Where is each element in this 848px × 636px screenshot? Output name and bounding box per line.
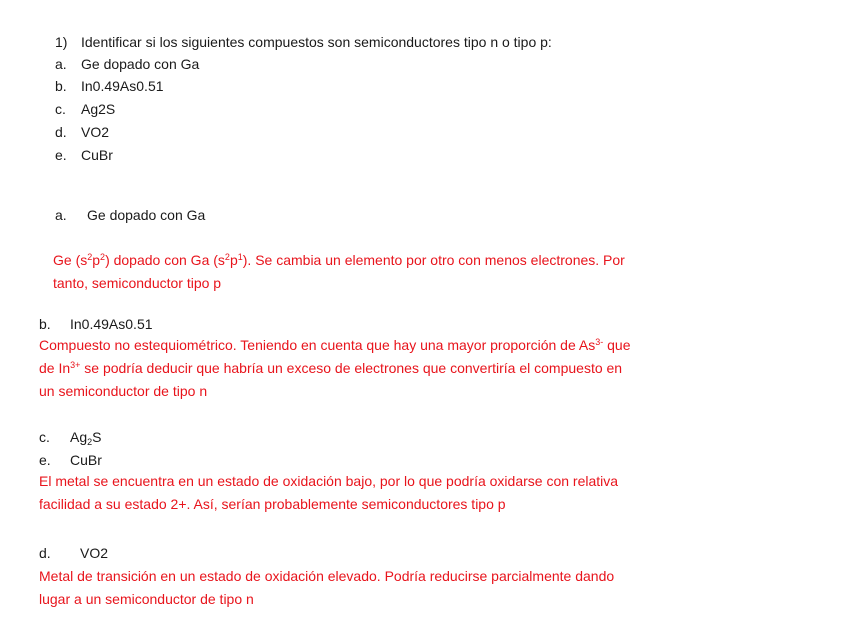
list-item	[55, 99, 115, 119]
answer-a-line-1	[53, 250, 625, 270]
list-item-text: Ag2S	[81, 101, 116, 117]
answer-marker: e.	[39, 452, 51, 468]
list-item	[55, 54, 199, 74]
text-run: p	[92, 252, 101, 268]
answer-heading-text: VO2	[80, 545, 109, 561]
answer-a-line-2: tanto, semiconductor tipo p	[53, 275, 222, 291]
answer-a-heading	[55, 205, 205, 225]
answer-marker: c.	[39, 429, 50, 445]
question-title	[55, 32, 552, 52]
list-item	[55, 76, 164, 96]
superscript: 2	[100, 252, 106, 262]
text-run: de In	[39, 360, 71, 376]
text-run: Ge (s	[53, 252, 88, 268]
list-marker: b.	[55, 78, 67, 94]
superscript: 2	[224, 252, 230, 262]
list-item-text: In0.49As0.51	[81, 78, 164, 94]
answer-c-heading	[39, 427, 101, 447]
list-item-text: VO2	[81, 124, 110, 140]
text-run: ). Se cambia un elemento por otro con menos electrones. Por	[242, 252, 625, 268]
list-marker: c.	[55, 101, 66, 117]
superscript: 3+	[70, 360, 81, 370]
text-run: p	[229, 252, 238, 268]
text-run: ) dopado con Ga (s	[105, 252, 225, 268]
text-run: que	[603, 337, 631, 353]
answer-b-line-3: un semiconductor de tipo n	[39, 383, 208, 399]
subscript: 2	[87, 437, 93, 447]
answer-d-line-2: lugar a un semiconductor de tipo n	[39, 591, 254, 607]
text-run: se podría deducir que habría un exceso de electrones que convertiría el compuesto en	[80, 360, 623, 376]
answer-b-heading	[39, 314, 153, 334]
list-item-text: CuBr	[81, 147, 113, 163]
answer-d-heading	[39, 543, 108, 563]
text-run: Compuesto no estequiométrico. Teniendo en cuenta que hay una mayor proporción de As	[39, 337, 596, 353]
list-item-text: Ge dopado con Ga	[81, 56, 200, 72]
text-run: S	[92, 429, 102, 445]
question-text: Identificar si los siguientes compuestos son semiconductores tipo n o tipo p:	[81, 34, 552, 50]
list-item	[55, 145, 113, 165]
answer-ce-line-1: El metal se encuentra en un estado de oxidación bajo, por lo que podría oxidarse con relativa	[39, 473, 619, 489]
answer-b-line-2	[39, 358, 622, 378]
answer-d-line-1: Metal de transición en un estado de oxidación elevado. Podría reducirse parcialmente dando	[39, 568, 615, 584]
answer-ce-line-2: facilidad a su estado 2+. Así, serían probablemente semiconductores tipo p	[39, 496, 506, 512]
answer-marker: d.	[39, 545, 51, 561]
answer-marker: b.	[39, 316, 51, 332]
list-marker: d.	[55, 124, 67, 140]
answer-marker: a.	[55, 207, 67, 223]
answer-b-line-1	[39, 335, 630, 355]
superscript: 3-	[595, 337, 604, 347]
answer-heading-text: Ge dopado con Ga	[87, 207, 206, 223]
list-item	[55, 122, 109, 142]
text-run: Ag	[70, 429, 88, 445]
list-marker: e.	[55, 147, 67, 163]
answer-heading-text: In0.49As0.51	[70, 316, 153, 332]
list-marker: a.	[55, 56, 67, 72]
question-number: 1)	[55, 34, 68, 50]
superscript: 1	[237, 252, 243, 262]
answer-heading-text: CuBr	[70, 452, 102, 468]
superscript: 2	[87, 252, 93, 262]
answer-e-heading	[39, 450, 102, 470]
